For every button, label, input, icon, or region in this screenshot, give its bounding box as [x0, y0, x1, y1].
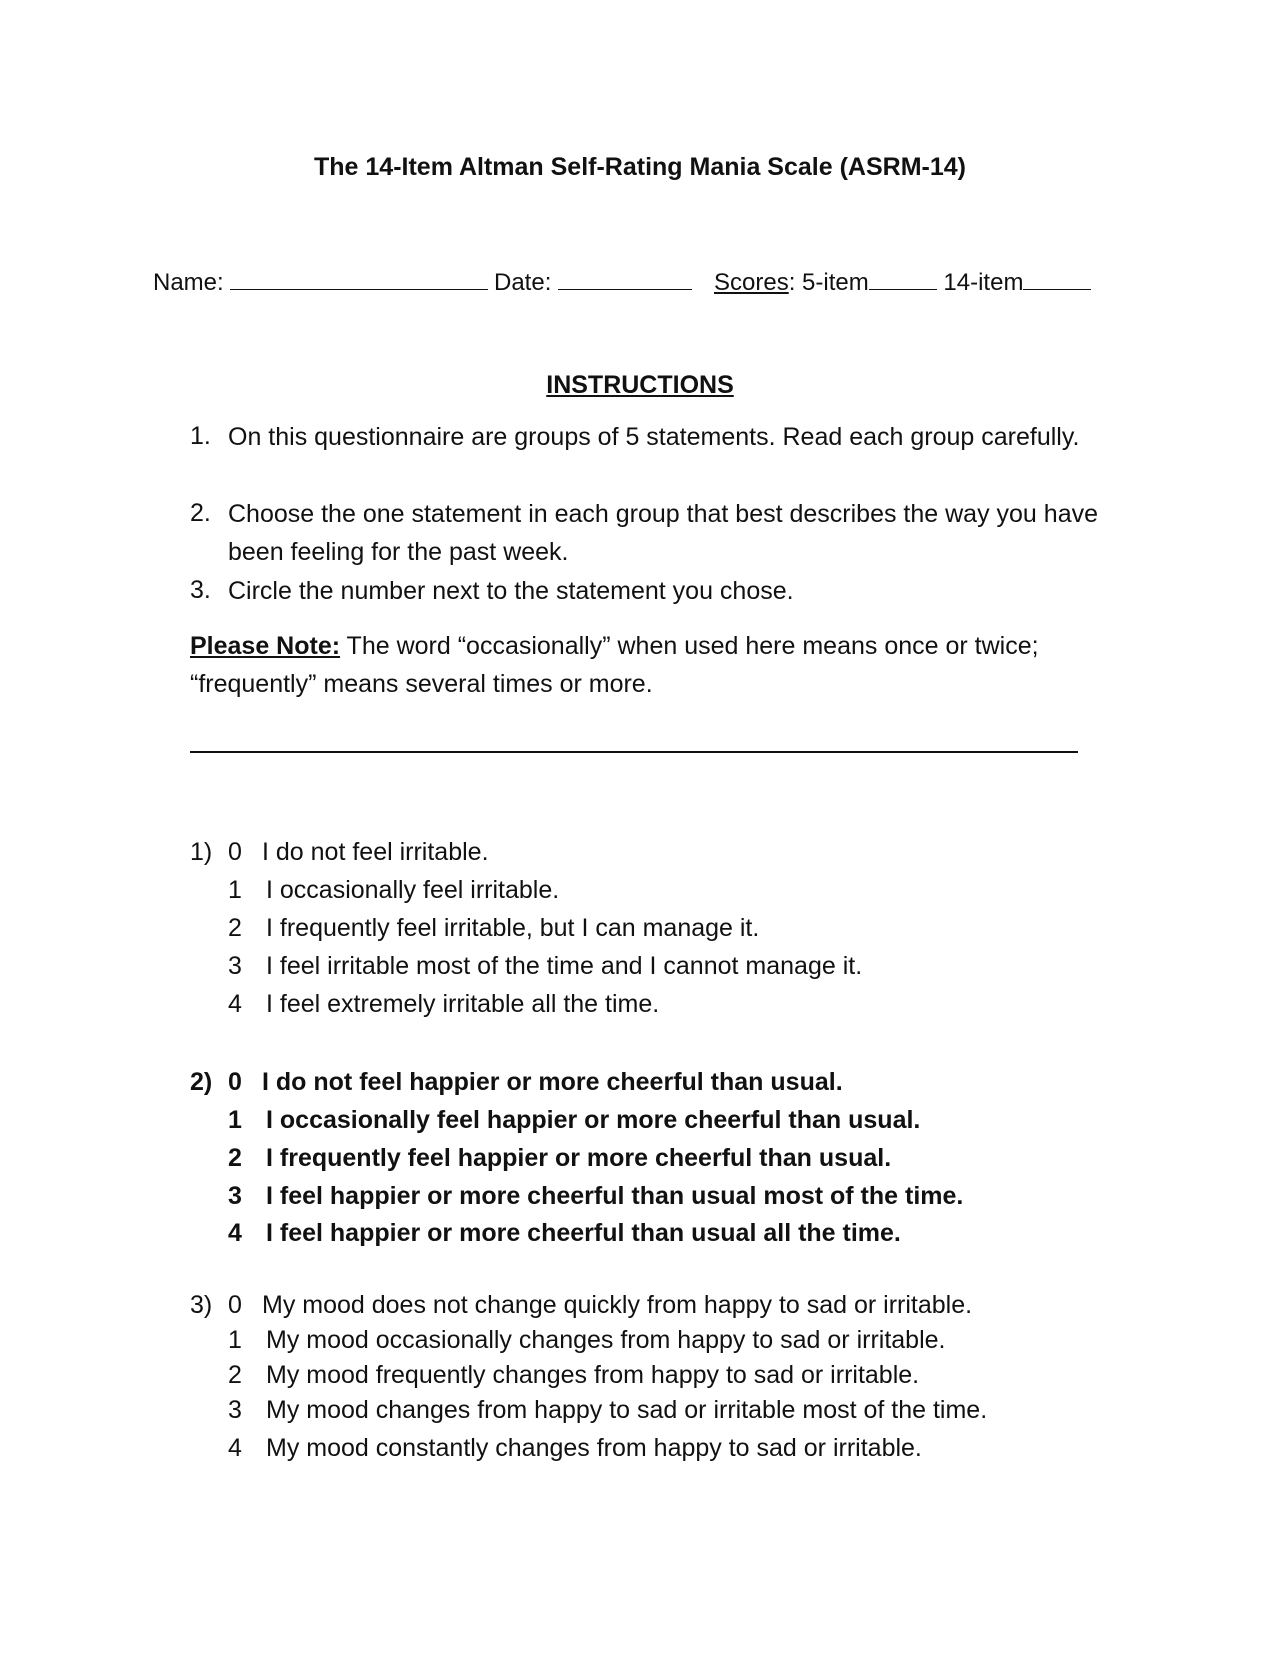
option-score[interactable]: 2 — [228, 914, 242, 942]
option-score[interactable]: 1 — [228, 1326, 242, 1354]
option-text: I do not feel irritable. — [262, 838, 489, 866]
separator-line — [190, 751, 1078, 753]
please-note — [190, 627, 1110, 703]
five-item-blank[interactable] — [869, 265, 937, 290]
fourteen-item-blank[interactable] — [1023, 265, 1091, 290]
option-text: My mood does not change quickly from happy to sad or irritable. — [262, 1291, 973, 1319]
option-text: My mood changes from happy to sad or irritable most of the time. — [266, 1396, 988, 1424]
option-text: My mood occasionally changes from happy to sad or irritable. — [266, 1326, 946, 1354]
instruction-number: 3. — [190, 576, 211, 604]
instruction-text: Circle the number next to the statement you chose. — [228, 577, 794, 605]
scores-field — [714, 265, 1091, 297]
fourteen-item-label: 14-item — [943, 269, 1024, 296]
option-text: My mood frequently changes from happy to sad or irritable. — [266, 1361, 920, 1389]
scores-label: Scores — [714, 269, 789, 296]
option-score[interactable]: 2 — [228, 1361, 242, 1389]
please-note-text: The word “occasionally” when used here means once or twice; “frequently” means several times or more. — [190, 632, 1039, 698]
option-score[interactable]: 0 — [228, 838, 242, 866]
option-text: I do not feel happier or more cheerful than usual. — [262, 1068, 843, 1096]
name-blank[interactable] — [230, 265, 488, 290]
option-score[interactable]: 0 — [228, 1068, 242, 1096]
date-field[interactable] — [494, 265, 692, 297]
option-score[interactable]: 0 — [228, 1291, 242, 1319]
option-score[interactable]: 3 — [228, 1182, 242, 1210]
option-text: I occasionally feel irritable. — [266, 876, 560, 904]
option-text: I feel happier or more cheerful than usual all the time. — [266, 1219, 901, 1247]
option-text: I frequently feel happier or more cheerful than usual. — [266, 1144, 892, 1172]
option-score[interactable]: 3 — [228, 1396, 242, 1424]
date-label: Date: — [494, 269, 552, 296]
instruction-number: 2. — [190, 499, 211, 527]
option-score[interactable]: 2 — [228, 1144, 242, 1172]
option-score[interactable]: 1 — [228, 1106, 242, 1134]
instruction-text: On this questionnaire are groups of 5 statements. Read each group carefully. — [228, 423, 1080, 451]
option-text: I feel extremely irritable all the time. — [266, 990, 660, 1018]
option-score[interactable]: 3 — [228, 952, 242, 980]
option-text: My mood constantly changes from happy to sad or irritable. — [266, 1434, 922, 1462]
instruction-number: 1. — [190, 422, 211, 450]
five-item-label: 5-item — [802, 269, 869, 296]
option-score[interactable]: 4 — [228, 990, 242, 1018]
option-text: I feel irritable most of the time and I cannot manage it. — [266, 952, 863, 980]
date-blank[interactable] — [558, 265, 692, 290]
name-label: Name: — [153, 269, 224, 296]
document-title: The 14-Item Altman Self-Rating Mania Scale (ASRM-14) — [314, 153, 966, 181]
option-text: I occasionally feel happier or more cheerful than usual. — [266, 1106, 921, 1134]
option-score[interactable]: 4 — [228, 1434, 242, 1462]
question-2-number: 2) — [190, 1068, 213, 1096]
instructions-heading: INSTRUCTIONS — [546, 371, 734, 399]
please-note-label: Please Note: — [190, 632, 341, 660]
option-text: I feel happier or more cheerful than usual most of the time. — [266, 1182, 964, 1210]
option-score[interactable]: 1 — [228, 876, 242, 904]
option-text: I frequently feel irritable, but I can manage it. — [266, 914, 760, 942]
option-score[interactable]: 4 — [228, 1219, 242, 1247]
question-1-number: 1) — [190, 838, 213, 866]
scores-colon: : — [788, 269, 796, 296]
name-field[interactable] — [153, 265, 488, 297]
instruction-text: Choose the one statement in each group that best describes the way you have been feeling for the past week. — [228, 500, 1098, 566]
question-3-number: 3) — [190, 1291, 213, 1319]
